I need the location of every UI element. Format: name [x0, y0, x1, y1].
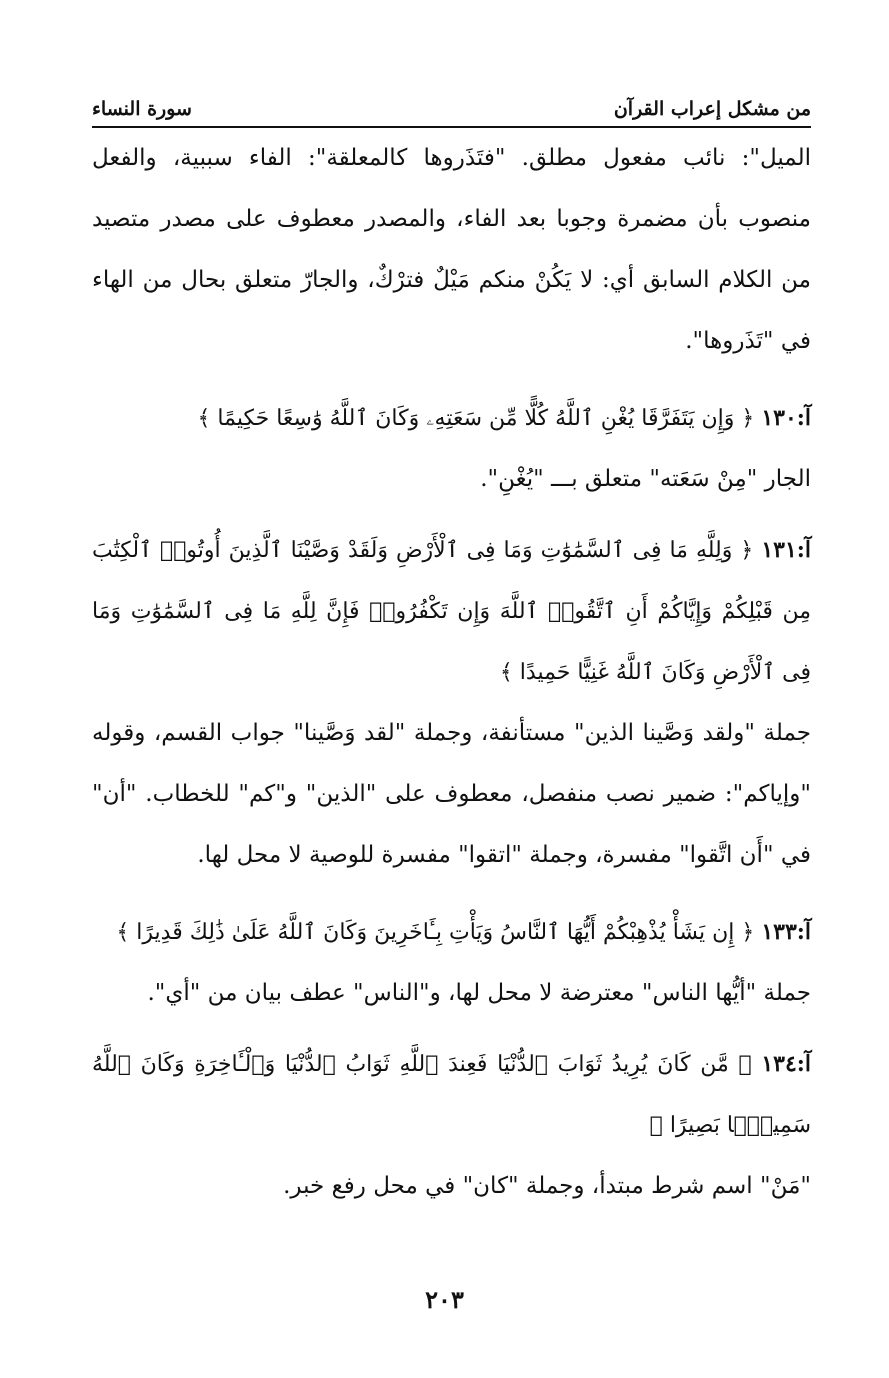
surah-title: سورة النساء [92, 98, 192, 120]
verse-text: وَإِن يَتَفَرَّقَا يُغْنِ ٱللَّهُ كُلًّا مِّن سَعَتِهِۦ وَكَانَ ٱللَّهُ وَٰسِعًا حَكِيمًا [217, 406, 735, 431]
commentary-paragraph: جملة "أيُّها الناس" معترضة لا محل لها، و"الناس" عطف بيان من "أي". [147, 980, 811, 1006]
verse-text: إِن يَشَأْ يُذْهِبْكُمْ أَيُّهَا ٱلنَّاسُ وَيَأْتِ بِـَٔاخَرِينَ وَكَانَ ٱللَّهُ عَلَىٰ ذَٰلِكَ قَدِيرًا [136, 920, 735, 945]
verse-number: آ:١٣٠ [761, 405, 811, 431]
verse-open-bracket: ﴿ [738, 1052, 752, 1077]
running-header [92, 86, 811, 128]
verse-open-bracket: ﴿ [741, 406, 755, 431]
verse-close-bracket: ﴾ [649, 1113, 663, 1138]
commentary-paragraph: "مَنْ" اسم شرط مبتدأ، وجملة "كان" في محل رفع خبر. [283, 1173, 811, 1199]
quran-verse-133 [92, 902, 811, 963]
quran-verse-131 [92, 520, 811, 703]
page-number: ٢٠٣ [425, 1285, 464, 1314]
verse-open-bracket: ﴿ [740, 538, 754, 563]
commentary-paragraph: الجار "مِنْ سَعَته" متعلق بـــ "يُغْنِ". [480, 466, 811, 492]
verse-close-bracket: ﴾ [499, 660, 513, 685]
page-body [92, 128, 811, 1217]
verse-text: مَّن كَانَ يُرِيدُ ثَوَابَ ٱلدُّنْيَا فَعِندَ ٱللَّهِ ثَوَابُ ٱلدُّنْيَا وَٱلْـَٔاخِرَةِ وَكَانَ ٱللَّهُ سَمِيعًۢا بَصِيرًا [92, 1052, 811, 1138]
verse-open-bracket: ﴿ [741, 920, 755, 945]
commentary-paragraph: جملة "ولقد وَصَّينا الذين" مستأنفة، وجملة "لقد وَصَّينا" جواب القسم، وقوله "وإياكم": ضمير نصب منفصل، معطوف على "الذين" و"كم" للخطاب. "أن" في "أَن اتَّقوا" مفسرة، وجملة "اتقوا" مفسرة للوصية لا محل لها. [92, 720, 811, 868]
verse-close-bracket: ﴾ [197, 406, 211, 431]
verse-number: آ:١٣٣ [761, 919, 811, 945]
book-title: من مشكل إعراب القرآن [613, 98, 811, 120]
verse-number: آ:١٣١ [761, 537, 811, 563]
verse-number: آ:١٣٤ [761, 1051, 811, 1077]
quran-verse-134 [92, 1034, 811, 1156]
commentary-paragraph: الميل": نائب مفعول مطلق. "فتَذَروها كالمعلقة": الفاء سببية، والفعل منصوب بأن مضمرة وجوبا بعد الفاء، والمصدر معطوف على مصدر متصيد من الكلام السابق أي: لا يَكُنْ منكم مَيْلٌ فترْكٌ، والجارّ متعلق بحال من الهاء في "تَذَروها". [92, 145, 811, 354]
quran-verse-130 [92, 388, 811, 449]
verse-text: وَلِلَّهِ مَا فِى ٱلسَّمَٰوَٰتِ وَمَا فِى ٱلْأَرْضِ وَلَقَدْ وَصَّيْنَا ٱلَّذِينَ أُوتُوا۟ ٱلْكِتَٰبَ مِن قَبْلِكُمْ وَإِيَّاكُمْ أَنِ ٱتَّقُوا۟ ٱللَّهَ وَإِن تَكْفُرُوا۟ فَإِنَّ لِلَّهِ مَا فِى ٱلسَّمَٰوَٰتِ وَمَا فِى ٱلْأَرْضِ وَكَانَ ٱللَّهُ غَنِيًّا حَمِيدًا [92, 538, 811, 685]
verse-close-bracket: ﴾ [116, 920, 130, 945]
